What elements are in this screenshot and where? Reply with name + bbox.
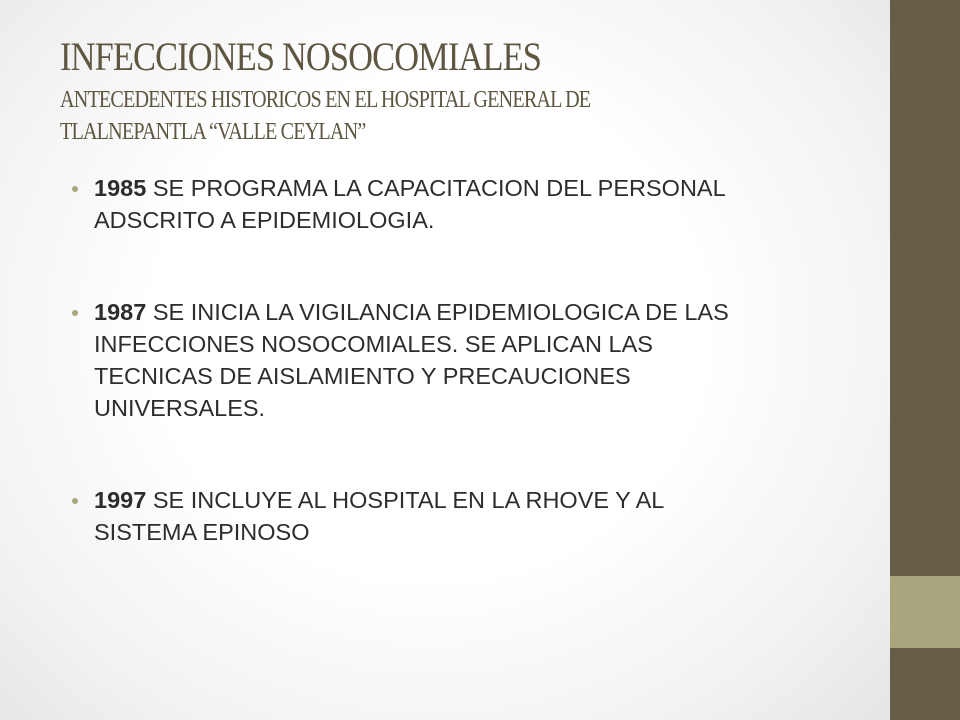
bullet-text: TECNICAS DE AISLAMIENTO Y PRECAUCIONES (94, 363, 631, 389)
slide-subtitle-line-2: TLALNEPANTLA “VALLE CEYLAN” (60, 119, 366, 145)
slide-subtitle-line-1: ANTECEDENTES HISTORICOS EN EL HOSPITAL GENERAL DE (60, 87, 591, 113)
bullet-dot-icon (72, 186, 78, 192)
bullet-text: SISTEMA EPINOSO (94, 519, 310, 545)
bullet-year: 1987 (94, 299, 147, 325)
bullet-list (70, 172, 830, 548)
bullet-text: SE INCLUYE AL HOSPITAL EN LA RHOVE Y AL (152, 487, 665, 513)
bullet-year: 1985 (94, 175, 147, 201)
bullet-item-1987 (70, 296, 830, 424)
side-accent-block (890, 576, 960, 648)
bullet-year: 1997 (94, 487, 147, 513)
bullet-item-1985 (70, 172, 830, 236)
slide-title: INFECCIONES NOSOCOMIALES (60, 34, 542, 79)
bullet-item-1997 (70, 484, 830, 548)
bullet-text: SE PROGRAMA LA CAPACITACION DEL PERSONAL (152, 175, 726, 201)
bullet-text: UNIVERSALES. (94, 395, 266, 421)
bullet-text: SE INICIA LA VIGILANCIA EPIDEMIOLOGICA DE LAS (152, 299, 729, 325)
bullet-dot-icon (72, 498, 78, 504)
bullet-dot-icon (72, 310, 78, 316)
title-block (60, 30, 840, 148)
bullet-text: INFECCIONES NOSOCOMIALES. SE APLICAN LAS (94, 331, 653, 357)
bullet-text: ADSCRITO A EPIDEMIOLOGIA. (94, 207, 435, 233)
